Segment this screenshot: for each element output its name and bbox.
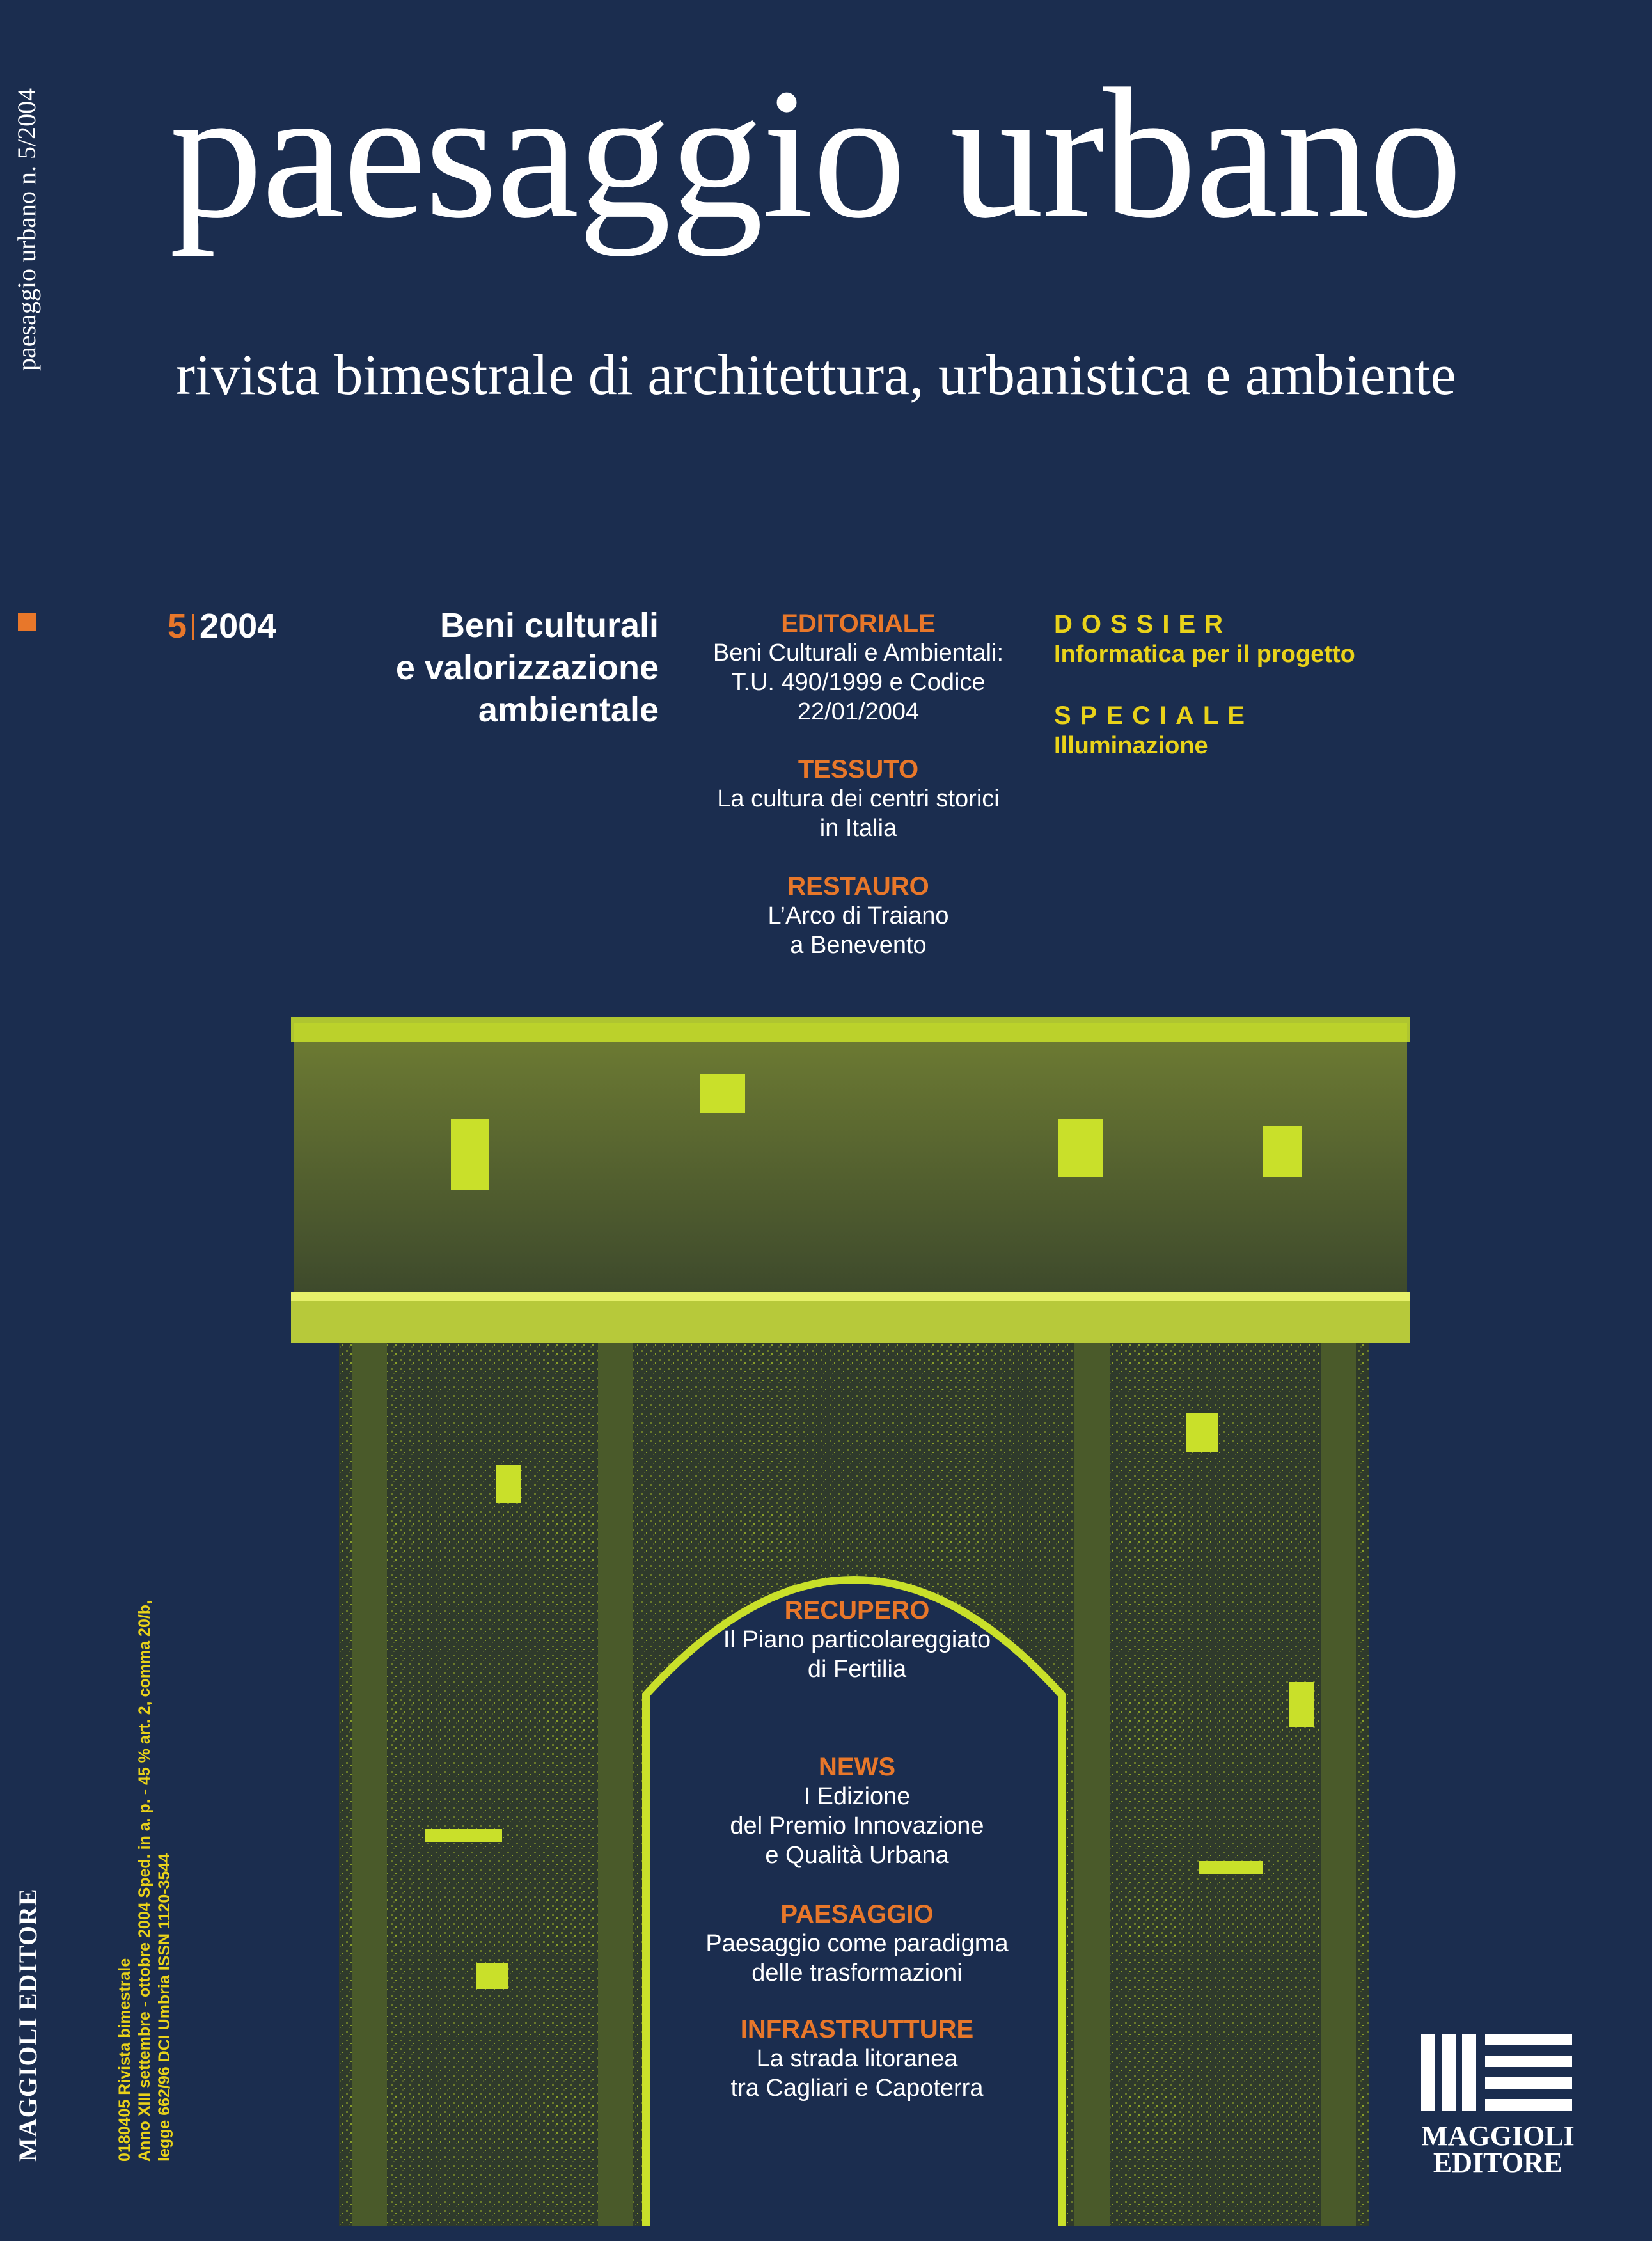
frieze-highlight bbox=[291, 1292, 1410, 1301]
spine-issue-text: paesaggio urbano n. 5/2004 bbox=[12, 88, 41, 371]
highlight-patch bbox=[700, 1074, 745, 1113]
highlight-patch bbox=[1263, 1126, 1302, 1177]
speciale-block bbox=[1054, 700, 1254, 760]
issue-number bbox=[168, 606, 276, 646]
theme-line: e valorizzazione bbox=[395, 649, 659, 687]
spine-legal-text bbox=[115, 1600, 175, 2162]
section-line: tra Cagliari e Capoterra bbox=[730, 2075, 984, 2102]
section-editoriale bbox=[660, 609, 1057, 727]
section-line: Il Piano particolareggiato bbox=[723, 1626, 991, 1653]
legal-line: 0180405 Rivista bimestrale bbox=[116, 1958, 134, 2162]
highlight-patch bbox=[1199, 1861, 1263, 1874]
section-head: NEWS bbox=[819, 1753, 895, 1781]
section-line: L’Arco di Traiano bbox=[767, 902, 949, 929]
section-paesaggio bbox=[659, 1899, 1055, 1988]
section-restauro bbox=[660, 872, 1057, 960]
magazine-title: paesaggio urbano bbox=[169, 51, 1461, 257]
section-head: RECUPERO bbox=[784, 1596, 930, 1624]
section-line: La strada litoranea bbox=[756, 2045, 958, 2072]
issue-divider bbox=[192, 614, 194, 640]
section-line: a Benevento bbox=[790, 932, 927, 959]
section-line: di Fertilia bbox=[807, 1656, 907, 1683]
highlight-patch bbox=[1186, 1413, 1218, 1452]
dossier-head: DOSSIER bbox=[1054, 610, 1232, 638]
orange-square-icon bbox=[18, 613, 36, 631]
publisher-logo-icon bbox=[1421, 2034, 1572, 2111]
speciale-head: SPECIALE bbox=[1054, 702, 1254, 730]
section-line: T.U. 490/1999 e Codice bbox=[731, 669, 986, 696]
theme-line: ambientale bbox=[478, 691, 659, 729]
magazine-subtitle: rivista bimestrale di architettura, urbanistica e ambiente bbox=[176, 343, 1456, 407]
section-line: del Premio Innovazione bbox=[730, 1812, 984, 1839]
section-tessuto bbox=[660, 755, 1057, 843]
section-line: I Edizione bbox=[803, 1783, 911, 1810]
arch-column bbox=[1321, 1343, 1356, 2226]
section-head: INFRASTRUTTURE bbox=[740, 2015, 974, 2043]
section-recupero bbox=[659, 1596, 1055, 1684]
issue-year: 2004 bbox=[200, 607, 277, 645]
logo-line: EDITORE bbox=[1433, 2147, 1563, 2178]
theme-line: Beni culturali bbox=[439, 606, 659, 645]
section-head: TESSUTO bbox=[798, 755, 919, 783]
legal-line: legge 662/96 DCI Umbria ISSN 1120-3544 bbox=[155, 1853, 173, 2162]
section-line: in Italia bbox=[819, 815, 897, 842]
dossier-block bbox=[1054, 609, 1355, 669]
highlight-patch bbox=[496, 1465, 521, 1503]
speciale-body: Illuminazione bbox=[1054, 732, 1208, 759]
section-line: Paesaggio come paradigma bbox=[705, 1930, 1009, 1957]
section-line: delle trasformazioni bbox=[751, 1960, 963, 1986]
publisher-logo bbox=[1421, 2034, 1575, 2176]
logo-line: MAGGIOLI bbox=[1421, 2120, 1575, 2151]
section-news bbox=[659, 1752, 1055, 1870]
arch-column bbox=[352, 1343, 387, 2226]
dossier-body: Informatica per il progetto bbox=[1054, 641, 1355, 668]
issue-num: 5 bbox=[168, 607, 187, 645]
arch-column bbox=[1074, 1343, 1110, 2226]
highlight-patch bbox=[451, 1119, 489, 1190]
section-line: La cultura dei centri storici bbox=[717, 785, 1000, 812]
section-infrastrutture bbox=[659, 2015, 1055, 2103]
section-head: RESTAURO bbox=[787, 872, 929, 900]
highlight-patch bbox=[1058, 1119, 1103, 1177]
highlight-patch bbox=[476, 1963, 508, 1989]
section-head: EDITORIALE bbox=[781, 609, 936, 638]
highlight-patch bbox=[425, 1829, 502, 1842]
legal-line: Anno XIII settembre - ottobre 2004 Sped. in a. p. - 45 % art. 2, comma 20/b, bbox=[136, 1600, 153, 2162]
section-line: Beni Culturali e Ambientali: bbox=[712, 640, 1004, 666]
spine-publisher-text: MAGGIOLI EDITORE bbox=[13, 1888, 42, 2162]
attic-cornice bbox=[291, 1017, 1410, 1042]
section-line: 22/01/2004 bbox=[797, 698, 920, 725]
issue-theme bbox=[320, 604, 659, 731]
section-head: PAESAGGIO bbox=[780, 1900, 934, 1928]
section-line: e Qualità Urbana bbox=[765, 1842, 949, 1869]
arch-column bbox=[598, 1343, 633, 2226]
highlight-patch bbox=[1289, 1682, 1314, 1727]
